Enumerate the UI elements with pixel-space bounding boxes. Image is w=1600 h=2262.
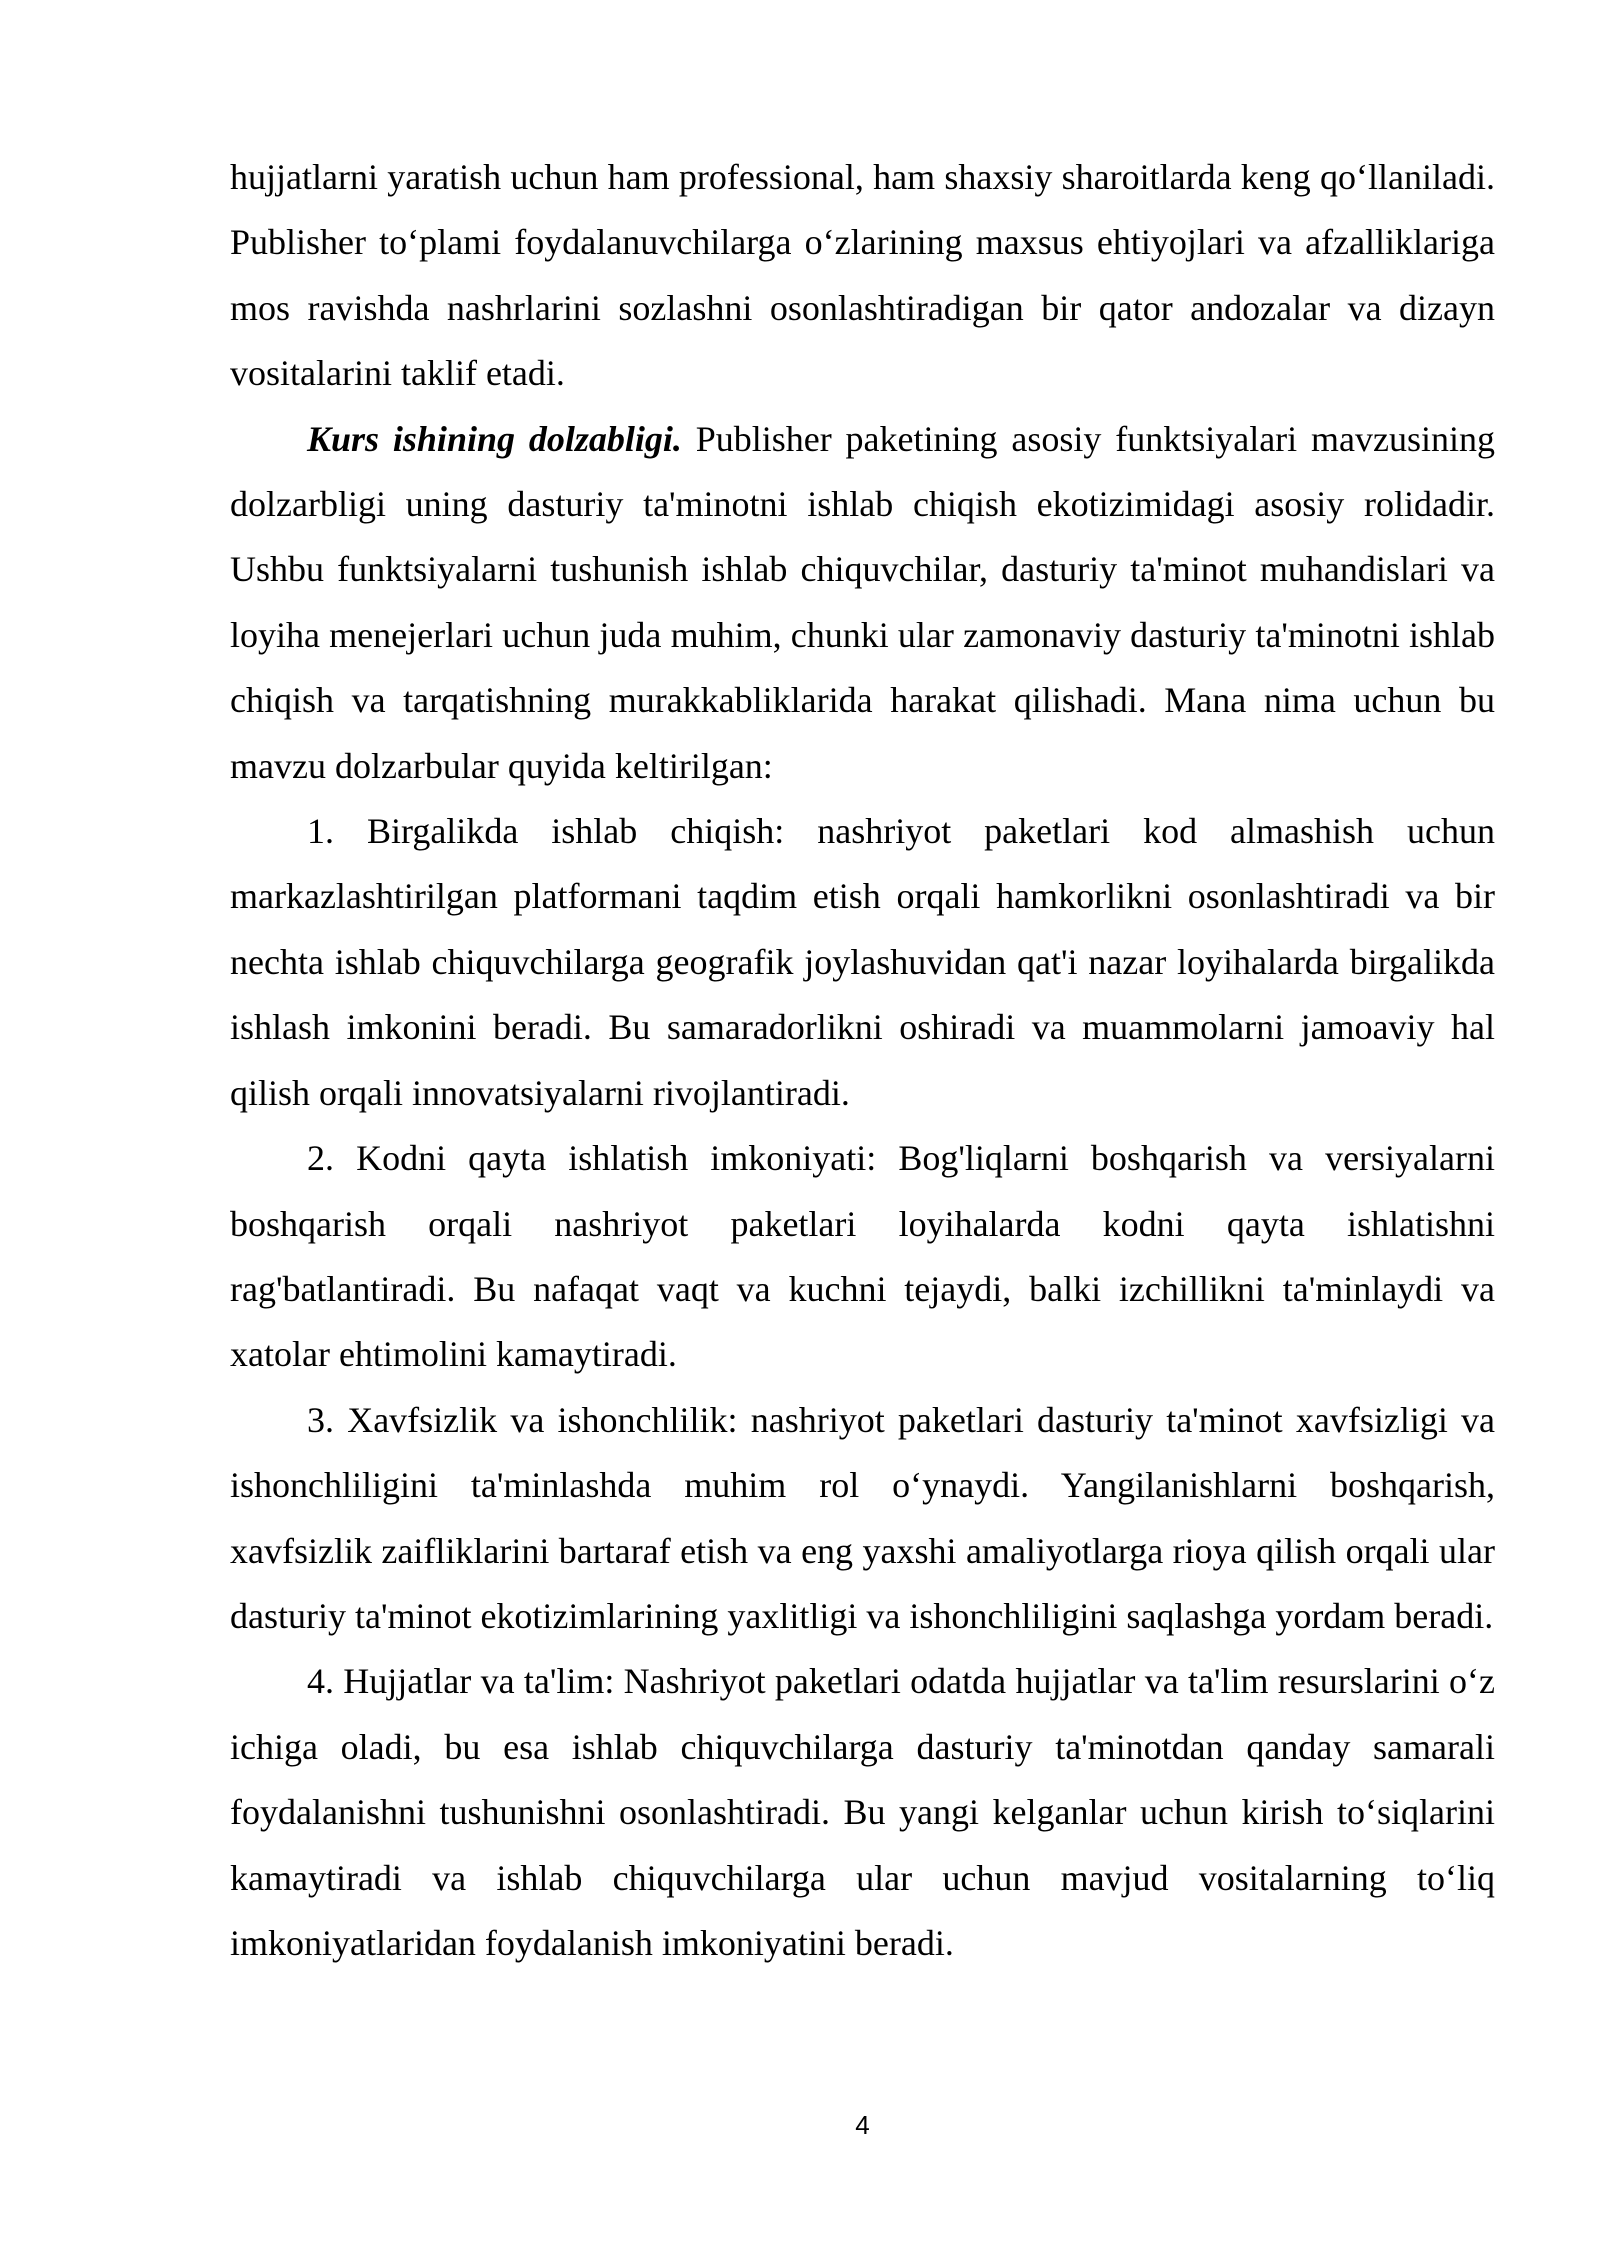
intro-paragraph: hujjatlarni yaratish uchun ham professional, ham shaxsiy sharoitlarda keng qo‘llaniladi. Publisher to‘plami foydalanuvchilarga o‘zlarining maxsus ehtiyojlari va afzalliklariga mos ravishda nashrlarini sozlashni osonlashtiradigan bir qator andozalar va dizayn vositalarini taklif etadi. xyxy=(230,157,1495,394)
list-item-1: 1. Birgalikda ishlab chiqish: nashriyot paketlari kod almashish uchun markazlashtirilgan platformani taqdim etish orqali hamkorlikni osonlashtiradi va bir nechta ishlab chiquvchilarga geografik joylashuvidan qat'i nazar loyihalarda birgalikda ishlash imkonini beradi. Bu samaradorlikni oshiradi va muammolarni jamoaviy hal qilish orqali innovatsiyalarni rivojlantiradi. xyxy=(230,811,1495,1113)
document-body xyxy=(230,145,1495,1976)
relevance-paragraph xyxy=(230,407,1495,799)
relevance-heading: Kurs ishining dolzabligi. xyxy=(307,418,682,459)
relevance-text: Publisher paketining asosiy funktsiyalari mavzusining dolzarbligi uning dasturiy ta'minotni ishlab chiqish ekotizimidagi asosiy rolidadir. Ushbu funktsiyalarni tushunish ishlab chiquvchilar, dasturiy ta'minot muhandislari va loyiha menejerlari uchun juda muhim, chunki ular zamonaviy dasturiy ta'minotni ishlab chiqish va tarqatishning murakkabliklarida harakat qilishadi. Mana nima uchun bu mavzu dolzarbular quyida keltirilgan: xyxy=(230,418,1496,786)
list-item-3: 3. Xavfsizlik va ishonchlilik: nashriyot paketlari dasturiy ta'minot xavfsizligi va ishonchliligini ta'minlashda muhim rol o‘ynaydi. Yangilanishlarni boshqarish, xavfsizlik zaifliklarini bartaraf etish va eng yaxshi amaliyotlarga rioya qilish orqali ular dasturiy ta'minot ekotizimlarining yaxlitligi va ishonchliligini saqlashga yordam beradi. xyxy=(230,1399,1495,1636)
page-number: 4 xyxy=(855,2110,870,2140)
list-item-2: 2. Kodni qayta ishlatish imkoniyati: Bog'liqlarni boshqarish va versiyalarni boshqarish orqali nashriyot paketlari loyihalarda kodni qayta ishlatishni rag'batlantiradi. Bu nafaqat vaqt va kuchni tejaydi, balki izchillikni ta'minlaydi va xatolar ehtimolini kamaytiradi. xyxy=(230,1138,1495,1375)
list-item-4: 4. Hujjatlar va ta'lim: Nashriyot paketlari odatda hujjatlar va ta'lim resurslarini o‘z ichiga oladi, bu esa ishlab chiquvchilarga dasturiy ta'minotdan qanday samarali foydalanishni tushunishni osonlashtiradi. Bu yangi kelganlar uchun kirish to‘siqlarini kamaytiradi va ishlab chiquvchilarga ular uchun mavjud vositalarning to‘liq imkoniyatlaridan foydalanish imkoniyatini beradi. xyxy=(230,1661,1495,1963)
